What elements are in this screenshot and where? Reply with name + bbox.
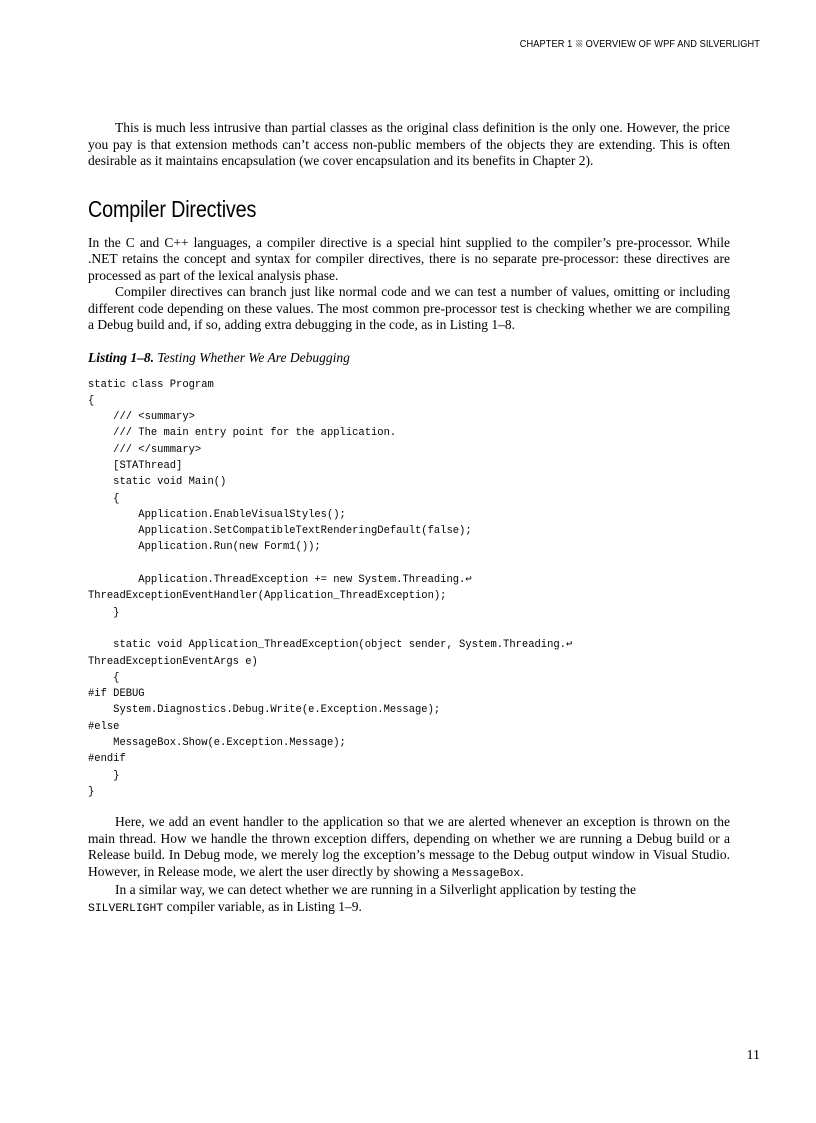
- header-separator-icon: [576, 40, 582, 47]
- listing-title: Testing Whether We Are Debugging: [157, 349, 350, 365]
- explanation-end-2: compiler variable, as in Listing 1–9.: [166, 898, 362, 914]
- section-paragraph-1: In the C and C++ languages, a compiler directive is a special hint supplied to the compiler’s pre-processor. While .NET retains the concept and syntax for compiler directives, there is no separate pre-processor: these directives are processed as part of the lexical analysis phase.: [88, 234, 730, 283]
- section-paragraph-2: Compiler directives can branch just like normal code and we can test a number of values, omitting or including different code depending on these values. The most common pre-processor test is checking whether we are compiling a Debug build and, if so, adding extra debugging in the code, as in Listing 1–8.: [88, 284, 730, 332]
- inline-code-messagebox: MessageBox: [451, 867, 521, 880]
- explanation-end: .: [520, 863, 524, 879]
- chapter-label: CHAPTER 1: [519, 38, 573, 50]
- intro-paragraph: This is much less intrusive than partial classes as the original class definition is the only one. However, the price you pay is that extension methods can’t access non-public members of the objects they are extending. This is often desirable as it maintains encapsulation (we cover encapsulation and its benefits in Chapter 2).: [88, 120, 730, 168]
- chapter-title: OVERVIEW OF WPF AND SILVERLIGHT: [585, 38, 760, 50]
- listing-caption: [88, 350, 730, 366]
- code-listing: static class Program { /// <summary> /// The main entry point for the application. /// </summary> [STAThread] static void Main() { Application.EnableVisualStyles(); Application.SetCompatibleTextRenderingDefault(false); Application.Run(new Form1()); Application.ThreadException += new System.Threading.↩ ThreadExceptionEventHandler(Application_ThreadException); } static void Application_ThreadException(object sender, System.Threading.↩ ThreadExceptionEventArgs e) { #if DEBUG System.Diagnostics.Debug.Write(e.Exception.Message); #else MessageBox.Show(e.Exception.Message); #endif } }: [88, 378, 573, 798]
- explanation-paragraph-2: [88, 882, 730, 917]
- explanation-text: Here, we add an event handler to the application so that we are alerted whenever an exception is thrown on the main thread. How we handle the thrown exception differs, depending on whether we are running a Debug build or a Release build. In Debug mode, we merely log the exception’s message to the Debug output window in Visual Studio. However, in Release mode, we alert the user directly by showing a: [88, 814, 730, 879]
- running-header: [520, 38, 760, 50]
- inline-code-silverlight: SILVERLIGHT: [88, 902, 164, 915]
- explanation-text-2: In a similar way, we can detect whether we are running in a Silverlight application by testing the: [115, 882, 636, 898]
- section-heading: Compiler Directives: [88, 195, 257, 222]
- page-body: [88, 120, 730, 917]
- listing-label: Listing 1–8.: [88, 349, 155, 365]
- explanation-paragraph-1: [88, 814, 730, 882]
- page-number: 11: [746, 1048, 760, 1063]
